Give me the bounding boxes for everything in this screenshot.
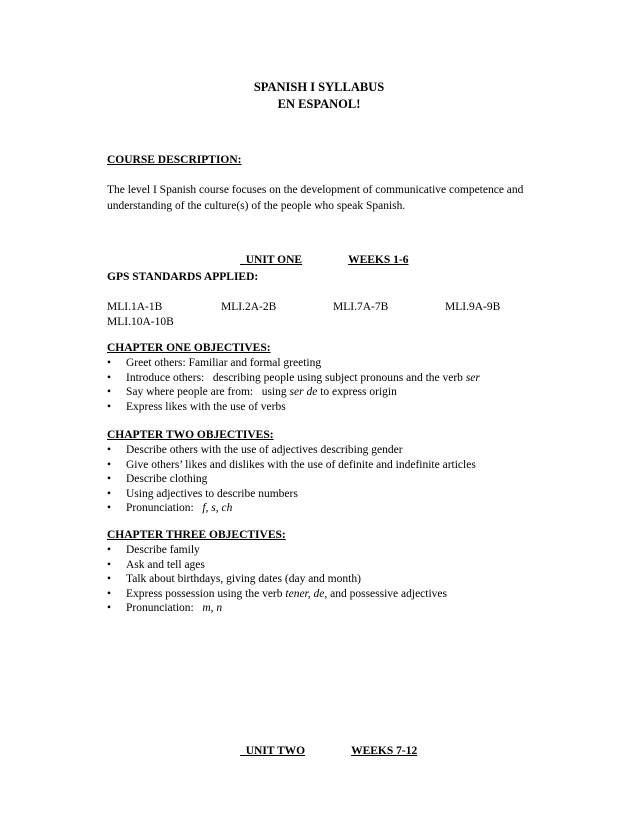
gps-standards-heading: GPS STANDARDS APPLIED: (107, 271, 259, 283)
unit-one-weeks: WEEKS 1-6 (348, 254, 409, 266)
bullet-icon: • (107, 386, 112, 399)
bullet-icon: • (107, 602, 112, 615)
list-item: • Describe family (107, 544, 200, 556)
gps-standard-1: MLI.1A-1B (107, 301, 163, 313)
bullet-icon: • (107, 357, 112, 369)
list-item: • Introduce others: describing people using subject pronouns and the verb ser (107, 371, 480, 384)
list-item: • Express possession using the verb tener, de, and possessive adjectives (107, 587, 447, 600)
gps-standard-2: MLI.2A-2B (221, 301, 277, 313)
course-description-heading: COURSE DESCRIPTION: (107, 154, 242, 166)
unit-one-header (240, 242, 430, 266)
chapter-one-heading: CHAPTER ONE OBJECTIVES: (107, 342, 271, 354)
unit-one-label: UNIT ONE (245, 254, 303, 266)
list-item: • Talk about birthdays, giving dates (day and month) (107, 573, 361, 586)
gps-standard-4: MLI.9A-9B (445, 301, 501, 313)
list-item: • Pronunciation: f, s, ch (107, 502, 233, 515)
chapter-three-objectives (107, 543, 447, 616)
list-item: • Express likes with the use of verbs (107, 400, 286, 413)
bullet-icon: • (107, 502, 112, 515)
gps-standard-3: MLI.7A-7B (333, 301, 389, 313)
syllabus-subtitle: EN ESPANOL! (277, 97, 361, 111)
course-description-line-1: The level I Spanish course focuses on the development of communicative competence and (107, 184, 524, 196)
list-item: • Ask and tell ages (107, 558, 205, 571)
unit-two-header (240, 733, 430, 757)
bullet-icon: • (107, 444, 112, 456)
list-item: • Describe clothing (107, 473, 208, 486)
list-item: • Give others’ likes and dislikes with the use of definite and indefinite articles (107, 458, 476, 471)
bullet-icon: • (107, 587, 112, 600)
bullet-icon: • (107, 544, 112, 556)
bullet-icon: • (107, 400, 112, 413)
unit-two-weeks: WEEKS 7-12 (351, 745, 418, 757)
course-description-line-2: understanding of the culture(s) of the people who speak Spanish. (107, 200, 406, 212)
gps-standard-5: MLI.10A-10B (107, 316, 174, 328)
chapter-two-heading: CHAPTER TWO OBJECTIVES: (107, 429, 274, 441)
chapter-three-heading: CHAPTER THREE OBJECTIVES: (107, 529, 286, 541)
list-item: • Using adjectives to describe numbers (107, 487, 298, 500)
bullet-icon: • (107, 487, 112, 500)
syllabus-title: SPANISH I SYLLABUS (253, 80, 385, 94)
list-item: • Say where people are from: using ser de to express origin (107, 386, 397, 399)
list-item: • Describe others with the use of adjectives describing gender (107, 444, 403, 456)
bullet-icon: • (107, 458, 112, 471)
bullet-icon: • (107, 558, 112, 571)
chapter-one-objectives (107, 356, 480, 414)
chapter-two-objectives (107, 443, 476, 516)
bullet-icon: • (107, 573, 112, 586)
bullet-icon: • (107, 371, 112, 384)
list-item: • Pronunciation: m, n (107, 602, 223, 615)
bullet-icon: • (107, 473, 112, 486)
list-item: • Greet others: Familiar and formal greeting (107, 357, 322, 369)
unit-two-label: UNIT TWO (245, 745, 306, 757)
